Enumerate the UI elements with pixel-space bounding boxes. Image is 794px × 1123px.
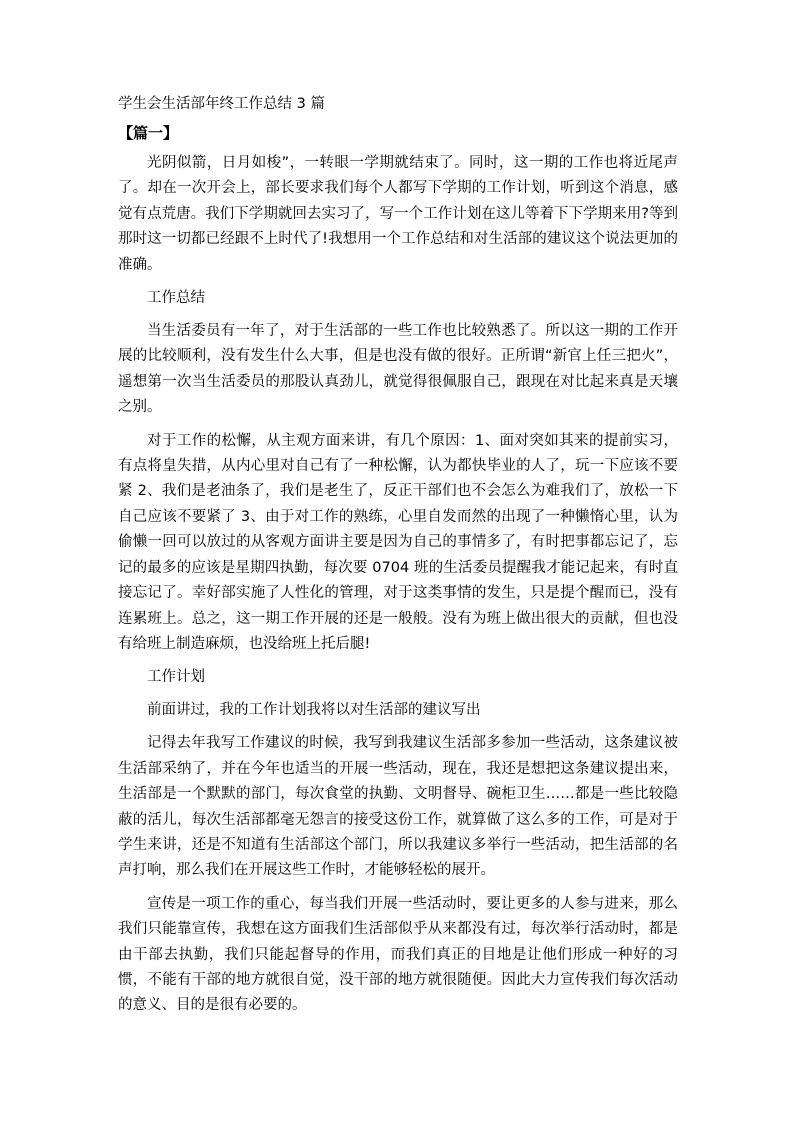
paragraph-suggestion-activities: 记得去年我写工作建议的时候，我写到我建议生活部多参加一些活动，这条建议被生活部采纳了，并在今年也适当的开展一些活动，现在，我还是想把这条建议提出来，生活部是一个默默的部门，每次食堂的执勤、文明督导、碗柜卫生……都是一些比较隐蔽的活儿，每次生活部都毫无怨言的接受这份工作，就算做了这么多的工作，可是对于学生来讲，还是不知道有生活部这个部门，所以我建议多举行一些活动，把生活部的名声打响，那么我们在开展这些工作时，才能够轻松的展开。	[118, 735, 678, 879]
subheading-work-plan: 工作计划	[147, 669, 205, 686]
section-heading-part-one: 【篇一】	[118, 124, 179, 142]
paragraph-plan-intro: 前面讲过，我的工作计划我将以对生活部的建议写出	[147, 702, 481, 719]
subheading-work-summary: 工作总结	[147, 290, 205, 307]
paragraph-suggestion-publicity: 宣传是一项工作的重心，每当我们开展一些活动时，要让更多的人参与进来，那么我们只能靠宣传，我想在这方面我们生活部似乎从来都没有过，每次举行活动时，都是由干部去执勤，我们只能起督导的作用，而我们真正的目地是让他们形成一种好的习惯，不能有干部的地方就很自觉，没干部的地方就很随便。因此大力宣传我们每次活动的意义、目的是很有必要的。	[118, 895, 678, 1014]
document-body	[118, 92, 678, 1027]
paragraph-summary-overview: 当生活委员有一年了，对于生活部的一些工作也比较熟悉了。所以这一期的工作开展的比较顺利，没有发生什么大事，但是也没有做的很好。正所谓“新官上任三把火”，遥想第一次当生活委员的那股认真劲儿，就觉得很佩服自己，跟现在对比起来真是天壤之别。	[118, 323, 678, 416]
paragraph-reasons: 对于工作的松懈，从主观方面来讲，有几个原因：1、面对突如其来的提前实习，有点将皇失措，从内心里对自己有了一种松懈，认为都快毕业的人了，玩一下应该不要紧 2、我们是老油条了，我们是老生了，反正干部们也不会怎么为难我们了，放松一下自己应该不要紧了 3、由于对工作的熟练，心里自发而然的出现了一种懒惰心里，认为偷懒一回可以放过的从客观方面讲主要是因为自己的事情多了，有时把事都忘记了，忘记的最多的应该是星期四执勤，每次要 0704 班的生活委员提醒我才能记起来，有时直接忘记了。幸好部实施了人性化的管理，对于这类事情的发生，只是提个醒而已，没有连累班上。总之，这一期工作开展的还是一般般。没有为班上做出很大的贡献，但也没有给班上制造麻烦，也没给班上托后腿!	[118, 432, 678, 652]
paragraph-intro: 光阴似箭，日月如梭”，一转眼一学期就结束了。同时，这一期的工作也将近尾声了。却在一次开会上，部长要求我们每个人都写下学期的工作计划，听到这个消息，感觉有点荒唐。我们下学期就回去实习了，写一个工作计划在这儿等着下下学期来用?等到那时这一切都已经跟不上时代了!我想用一个工作总结和对生活部的建议这个说法更加的准确。	[118, 155, 678, 273]
document-title: 学生会生活部年终工作总结 3 篇	[118, 96, 325, 112]
